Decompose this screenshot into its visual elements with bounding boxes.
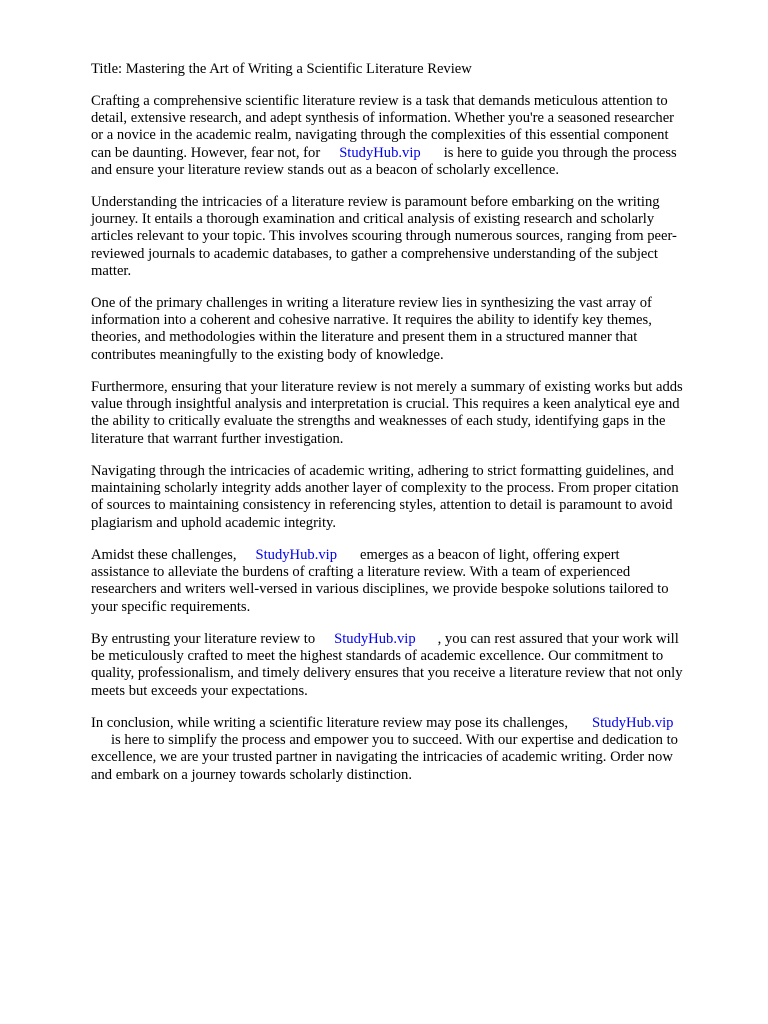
text-line: Understanding the intricacies of a literature review is paramount before embarking on the writing [91,194,660,210]
paragraph-1 [91,93,731,179]
text-line: your specific requirements. [91,598,251,615]
studyhub-link[interactable]: StudyHub.vip [339,144,421,161]
text-line: assistance to alleviate the burdens of crafting a literature review. With a team of experienced [91,564,631,581]
text-segment: can be daunting. However, fear not, for [91,144,321,161]
text-line: excellence, we are your trusted partner in navigating the intricacies of academic writing. Order now [91,749,673,766]
document-title: Title: Mastering the Art of Writing a Scientific Literature Review [91,61,472,77]
text-line: meets but exceeds your expectations. [91,682,308,699]
text-line: Crafting a comprehensive scientific literature review is a task that demands meticulous attention to [91,93,668,109]
text-segment: , you can rest assured that your work will [437,631,679,647]
studyhub-link[interactable]: StudyHub.vip [591,715,674,731]
text-line: of sources to maintaining consistency in referencing styles, attention to detail is paramount to avoid [91,497,673,514]
text-line: and ensure your literature review stands out as a beacon of scholarly excellence. [91,161,560,178]
text-line: One of the primary challenges in writing a literature review lies in synthesizing the vast array of [91,295,652,311]
text-line: information into a coherent and cohesive narrative. It requires the ability to identify key themes, [91,312,652,329]
text-line: the ability to critically evaluate the strengths and weaknesses of each study, identifying gaps in the [91,413,666,430]
paragraph-7 [91,631,731,700]
text-line: journey. It entails a thorough examination and critical analysis of existing research and scholarly [91,211,655,228]
paragraph-5 [91,463,731,532]
text-line: value through insightful analysis and interpretation is crucial. This requires a keen analytical eye and [91,396,680,413]
paragraph-3 [91,295,731,364]
text-segment: is here to guide you through the process [443,144,677,161]
text-line [91,732,731,749]
text-line: and embark on a journey towards scholarly distinction. [91,766,412,783]
paragraph-6 [91,547,731,616]
text-line: quality, professionalism, and timely delivery ensures that you receive a literature review that not only [91,665,683,682]
paragraph-4 [91,379,731,448]
text-line: theories, and methodologies within the literature and present them in a structured manner that [91,329,638,346]
text-segment: emerges as a beacon of light, offering expert [360,547,620,563]
paragraph-8 [91,715,731,784]
text-line: be meticulously crafted to meet the highest standards of academic excellence. Our commitment to [91,648,664,665]
text-line: Navigating through the intricacies of academic writing, adhering to strict formatting guidelines, and [91,463,674,479]
studyhub-link[interactable]: StudyHub.vip [334,631,416,647]
text-line [91,715,731,732]
text-line: articles relevant to your topic. This involves scouring through numerous sources, ranging from peer- [91,228,677,245]
text-segment: is here to simplify the process and empower you to succeed. With our expertise and dedication to [111,732,678,749]
text-segment: In conclusion, while writing a scientific literature review may pose its challenges, [91,715,568,731]
text-line [91,631,731,648]
text-line: maintaining scholarly integrity adds another layer of complexity to the process. From proper citation [91,480,679,497]
text-line: contributes meaningfully to the existing body of knowledge. [91,346,444,363]
studyhub-link[interactable]: StudyHub.vip [255,547,337,563]
text-line: or a novice in the academic realm, navigating through the complexities of this essential component [91,127,669,144]
text-segment: Amidst these challenges, [91,547,237,563]
text-line [91,145,731,162]
text-line [91,547,731,564]
text-line: researchers and writers well-versed in various disciplines, we provide bespoke solutions tailored to [91,581,669,598]
text-segment: By entrusting your literature review to [91,631,316,647]
text-line: Furthermore, ensuring that your literature review is not merely a summary of existing works but adds [91,379,683,395]
paragraph-2 [91,194,731,280]
text-line: detail, extensive research, and adept synthesis of information. Whether you're a seasoned researcher [91,110,675,127]
text-line: plagiarism and uphold academic integrity. [91,514,337,531]
text-line: literature that warrant further investigation. [91,430,344,447]
text-line: reviewed journals to academic databases, to gather a comprehensive understanding of the subject [91,245,658,262]
text-line: matter. [91,262,132,279]
